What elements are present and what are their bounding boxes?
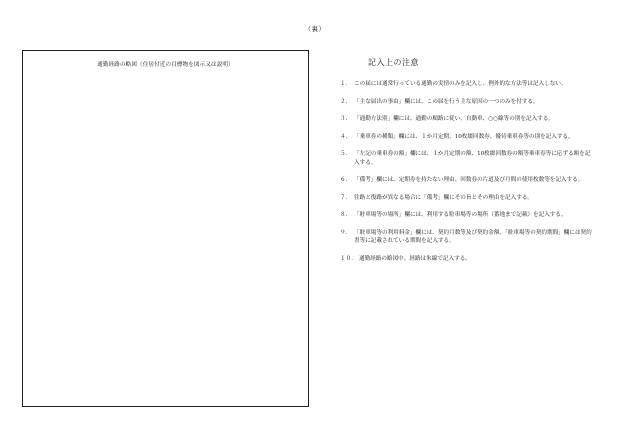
note-item [340, 255, 592, 264]
note-number: ４． [340, 133, 352, 140]
note-item [340, 211, 592, 220]
page-side-mark: （裏） [304, 25, 326, 33]
note-item [340, 229, 592, 246]
note-text: 「左記の乗車券の額」欄には、１か月定期の額、10枚綴回数券の額等乗車券等に応ずる額を記入する。 [354, 151, 591, 166]
note-number: ３． [340, 116, 352, 122]
note-text: 「駐車場等の利用料金」欄には、契約月数等及び契約金額、「駐車場等の契約期間」欄には契約書等に記載されている期間を記入する。 [354, 229, 592, 244]
note-number: ６． [340, 177, 352, 183]
route-map-caption: 通勤経路の略図（住居付近の目標物を図示又は説明） [97, 62, 234, 68]
note-number: ５． [340, 151, 352, 157]
commute-route-map-box [22, 50, 309, 407]
note-number: １． [340, 81, 352, 87]
note-number: １０． [340, 255, 357, 262]
note-text: この届には通常行っている通勤の実情のみを記入し、例外的な方法等は記入しない。 [354, 81, 567, 87]
note-text: 「主な届出の事由」欄には、この届を行う主な原因の一つのみを付する。 [354, 98, 539, 105]
note-text: 「通勤方法別」欄には、通勤の順路に従い、自動車、○○線等の別を記入する。 [354, 116, 554, 122]
note-item [340, 115, 592, 124]
note-text: 「駐車場等の場所」欄には、利用する駐車場等の場所（番地まで記載）を記入する。 [354, 212, 567, 218]
note-item [340, 98, 592, 107]
notes-title: 記入上の注意 [368, 58, 419, 67]
note-item [340, 80, 592, 89]
note-text: 通勤経路の略図中、経路は朱線で記入する。 [359, 255, 471, 262]
notes-list [340, 80, 592, 272]
note-item [340, 133, 592, 142]
note-number: ８． [340, 212, 352, 218]
note-item [340, 150, 592, 167]
note-text: 往路と復路が異なる場合に「備考」欄にその旨とその理由を記入する。 [354, 194, 534, 201]
note-item [340, 194, 592, 203]
note-number: ２． [340, 98, 352, 105]
note-text: 「乗車券の種類」欄には、１か月定期、10枚綴回数券、優待乗車券等の別を記入する。 [354, 133, 574, 140]
note-number: ９． [340, 229, 352, 236]
note-item [340, 176, 592, 185]
note-number: ７． [340, 194, 352, 201]
note-text: 「備考」欄には、定期券を持たない理由、回数券の片道及び月間の使用枚数等を記入する。 [354, 177, 584, 183]
